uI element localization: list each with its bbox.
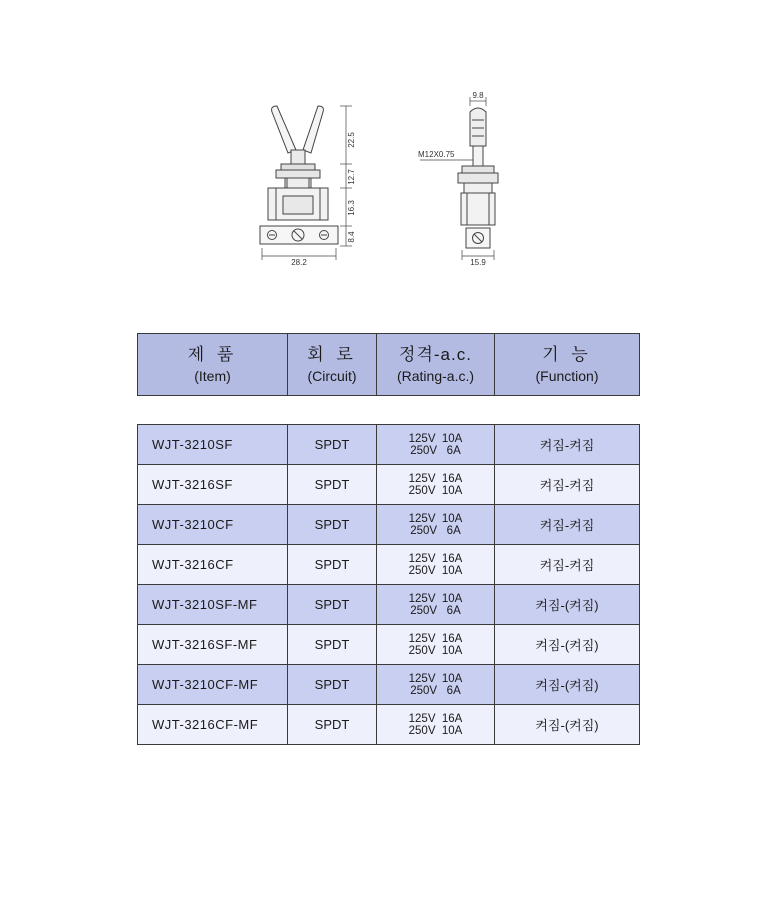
function-cell: 켜짐-켜짐 <box>495 505 640 545</box>
rating-cell <box>377 505 495 545</box>
item-cell: WJT-3210CF-MF <box>138 665 288 705</box>
rating-line-1: 125V 16A <box>408 632 463 645</box>
rating-line-1: 125V 10A <box>408 592 463 605</box>
function-cell: 켜짐-(켜짐) <box>495 665 640 705</box>
switch-drawing <box>0 0 775 290</box>
rating-line-2: 250V 10A <box>408 564 463 577</box>
rating-line-1: 125V 16A <box>408 552 463 565</box>
rating-line-1: 125V 10A <box>408 512 463 525</box>
front-view-drawing <box>260 106 352 260</box>
product-spec-table <box>137 424 640 745</box>
spec-header-table <box>137 333 640 396</box>
table-row <box>138 545 640 585</box>
rating-line-1: 125V 16A <box>408 712 463 725</box>
header-circuit-en: (Circuit) <box>307 367 357 384</box>
header-rating <box>377 334 495 396</box>
rating-line-1: 125V 10A <box>408 672 463 685</box>
dim-bushing-label: 12.7 <box>347 169 356 185</box>
rating-line-1: 125V 16A <box>408 472 463 485</box>
function-cell: 켜짐-켜짐 <box>495 545 640 585</box>
circuit-cell: SPDT <box>288 665 377 705</box>
header-rating-ko: 정격-a.c. <box>399 344 472 364</box>
header-function-en: (Function) <box>535 367 599 384</box>
item-cell: WJT-3210CF <box>138 505 288 545</box>
rating-line-2: 250V 6A <box>410 604 461 617</box>
rating-line-2: 250V 6A <box>410 444 461 457</box>
table-row <box>138 465 640 505</box>
rating-line-2: 250V 10A <box>408 644 463 657</box>
function-cell: 켜짐-(켜짐) <box>495 585 640 625</box>
header-circuit <box>288 334 377 396</box>
dim-front-width-label: 28.2 <box>291 258 307 267</box>
rating-cell <box>377 465 495 505</box>
table-row <box>138 505 640 545</box>
table-row <box>138 585 640 625</box>
rating-cell <box>377 545 495 585</box>
circuit-cell: SPDT <box>288 625 377 665</box>
function-cell: 켜짐-(켜짐) <box>495 705 640 745</box>
dim-side-top-label: 9.8 <box>472 91 484 100</box>
circuit-cell: SPDT <box>288 545 377 585</box>
item-cell: WJT-3216SF-MF <box>138 625 288 665</box>
item-cell: WJT-3216CF <box>138 545 288 585</box>
item-cell: WJT-3216SF <box>138 465 288 505</box>
rating-line-2: 250V 6A <box>410 684 461 697</box>
rating-line-1: 125V 10A <box>408 432 463 445</box>
header-function-ko: 기 능 <box>542 344 592 364</box>
circuit-cell: SPDT <box>288 425 377 465</box>
rating-cell <box>377 665 495 705</box>
rating-cell <box>377 625 495 665</box>
technical-drawings <box>0 0 775 290</box>
table-row <box>138 625 640 665</box>
circuit-cell: SPDT <box>288 585 377 625</box>
rating-cell <box>377 425 495 465</box>
header-circuit-ko: 회 로 <box>307 344 357 364</box>
rating-cell <box>377 585 495 625</box>
dim-side-width-label: 15.9 <box>470 258 486 267</box>
dim-handle-label: 22.5 <box>347 132 356 148</box>
circuit-cell: SPDT <box>288 505 377 545</box>
rating-line-2: 250V 10A <box>408 724 463 737</box>
circuit-cell: SPDT <box>288 705 377 745</box>
rating-cell <box>377 705 495 745</box>
table-row <box>138 665 640 705</box>
function-cell: 켜짐-켜짐 <box>495 465 640 505</box>
header-row <box>138 334 640 396</box>
dim-terminal-label: 8.4 <box>347 231 356 243</box>
header-item-ko: 제 품 <box>187 344 238 364</box>
header-rating-en: (Rating-a.c.) <box>396 367 475 384</box>
header-item-en: (Item) <box>194 367 231 384</box>
header-item <box>138 334 288 396</box>
rating-line-2: 250V 6A <box>410 524 461 537</box>
table-row <box>138 705 640 745</box>
side-view-drawing <box>420 97 498 260</box>
rating-line-2: 250V 10A <box>408 484 463 497</box>
item-cell: WJT-3216CF-MF <box>138 705 288 745</box>
header-function <box>495 334 640 396</box>
function-cell: 켜짐-(켜짐) <box>495 625 640 665</box>
dim-body-label: 16.3 <box>347 200 356 216</box>
circuit-cell: SPDT <box>288 465 377 505</box>
table-row <box>138 425 640 465</box>
item-cell: WJT-3210SF <box>138 425 288 465</box>
function-cell: 켜짐-켜짐 <box>495 425 640 465</box>
item-cell: WJT-3210SF-MF <box>138 585 288 625</box>
dim-thread-label: M12X0.75 <box>418 150 455 159</box>
